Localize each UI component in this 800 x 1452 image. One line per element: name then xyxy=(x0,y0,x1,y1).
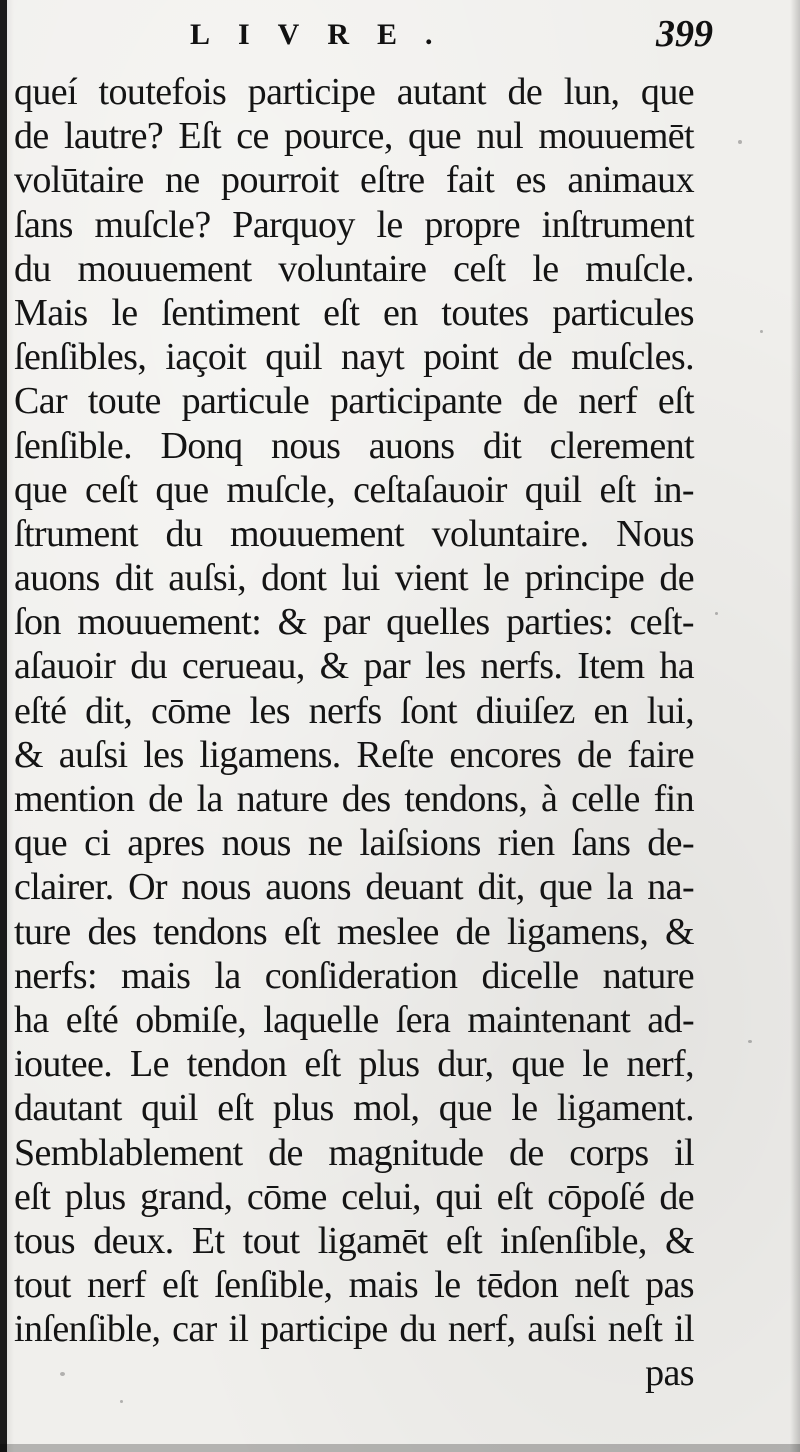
paper-speck xyxy=(60,1372,65,1376)
text-line: Mais le ſentiment eſt en toutes particules xyxy=(14,291,694,334)
page-bottom-edge xyxy=(0,1444,800,1452)
text-line: ioutee. Le tendon eſt plus dur, que le nerf, xyxy=(14,1043,694,1086)
body-text xyxy=(14,70,694,1396)
text-line: que ci apres nous ne laiſsions rien ſans de- xyxy=(14,822,694,865)
paper-speck xyxy=(738,140,742,144)
text-line: eſt plus grand, cōme celui, qui eſt cōpoſé de xyxy=(14,1175,694,1218)
text-line: aſauoir du cerueau, & par les nerfs. Item ha xyxy=(14,645,694,688)
text-line: que ceſt que muſcle, ceſtaſauoir quil eſt in- xyxy=(14,468,694,511)
text-line: & auſsi les ligamens. Reſte encores de faire xyxy=(14,733,694,776)
text-line: nerfs: mais la conſideration dicelle nature xyxy=(14,954,694,997)
text-line: dautant quil eſt plus mol, que le ligament. xyxy=(14,1087,694,1130)
paper-speck xyxy=(120,1400,123,1403)
text-line: ſtrument du mouuement voluntaire. Nous xyxy=(14,512,694,555)
text-line: ture des tendons eſt meslee de ligamens, & xyxy=(14,910,694,953)
paper-speck xyxy=(748,1040,752,1043)
text-line: ſon mouuement: & par quelles parties: ceſt- xyxy=(14,601,694,644)
text-line: auons dit auſsi, dont lui vient le principe de xyxy=(14,557,694,600)
text-line: ſenſible. Donq nous auons dit clerement xyxy=(14,424,694,467)
text-line: tous deux. Et tout ligamēt eſt inſenſible, & xyxy=(14,1219,694,1262)
text-line: Car toute particule participante de nerf eſt xyxy=(14,380,694,423)
catchword: pas xyxy=(645,1352,694,1395)
text-line: de lautre? Eſt ce pource, que nul mouuemēt xyxy=(14,115,694,158)
paper-speck xyxy=(760,330,763,333)
text-line: ſans muſcle? Parquoy le propre inſtrument xyxy=(14,203,694,246)
text-line: queí toutefois participe autant de lun, que xyxy=(14,71,694,113)
text-line: ha eſté obmiſe, laquelle ſera maintenant ad- xyxy=(14,998,694,1041)
page-edge-shadow xyxy=(790,0,800,1452)
text-line: mention de la nature des tendons, à celle fin xyxy=(14,778,694,820)
text-line: eſté dit, cōme les nerfs ſont diuiſez en lui, xyxy=(14,689,694,732)
text-line: tout nerf eſt ſenſible, mais le tēdon neſt pas xyxy=(14,1264,694,1307)
text-line: du mouuement voluntaire ceſt le muſcle. xyxy=(14,247,694,290)
text-line: inſenſible, car il participe du nerf, auſsi neſt il xyxy=(14,1308,694,1351)
paper-speck xyxy=(715,612,718,615)
running-head xyxy=(0,12,800,56)
text-line: Semblablement de magnitude de corps il xyxy=(14,1131,694,1174)
text-line: volūtaire ne pourroit eſtre fait es animaux xyxy=(14,159,694,202)
page-number: 399 xyxy=(656,13,713,55)
text-line: clairer. Or nous auons deuant dit, que la na- xyxy=(14,866,694,909)
text-line: ſenſibles, iaçoit quil nayt point de muſcles. xyxy=(14,336,694,379)
page-gutter-shadow xyxy=(0,0,7,1452)
running-head-title: LIVRE. xyxy=(190,18,461,51)
